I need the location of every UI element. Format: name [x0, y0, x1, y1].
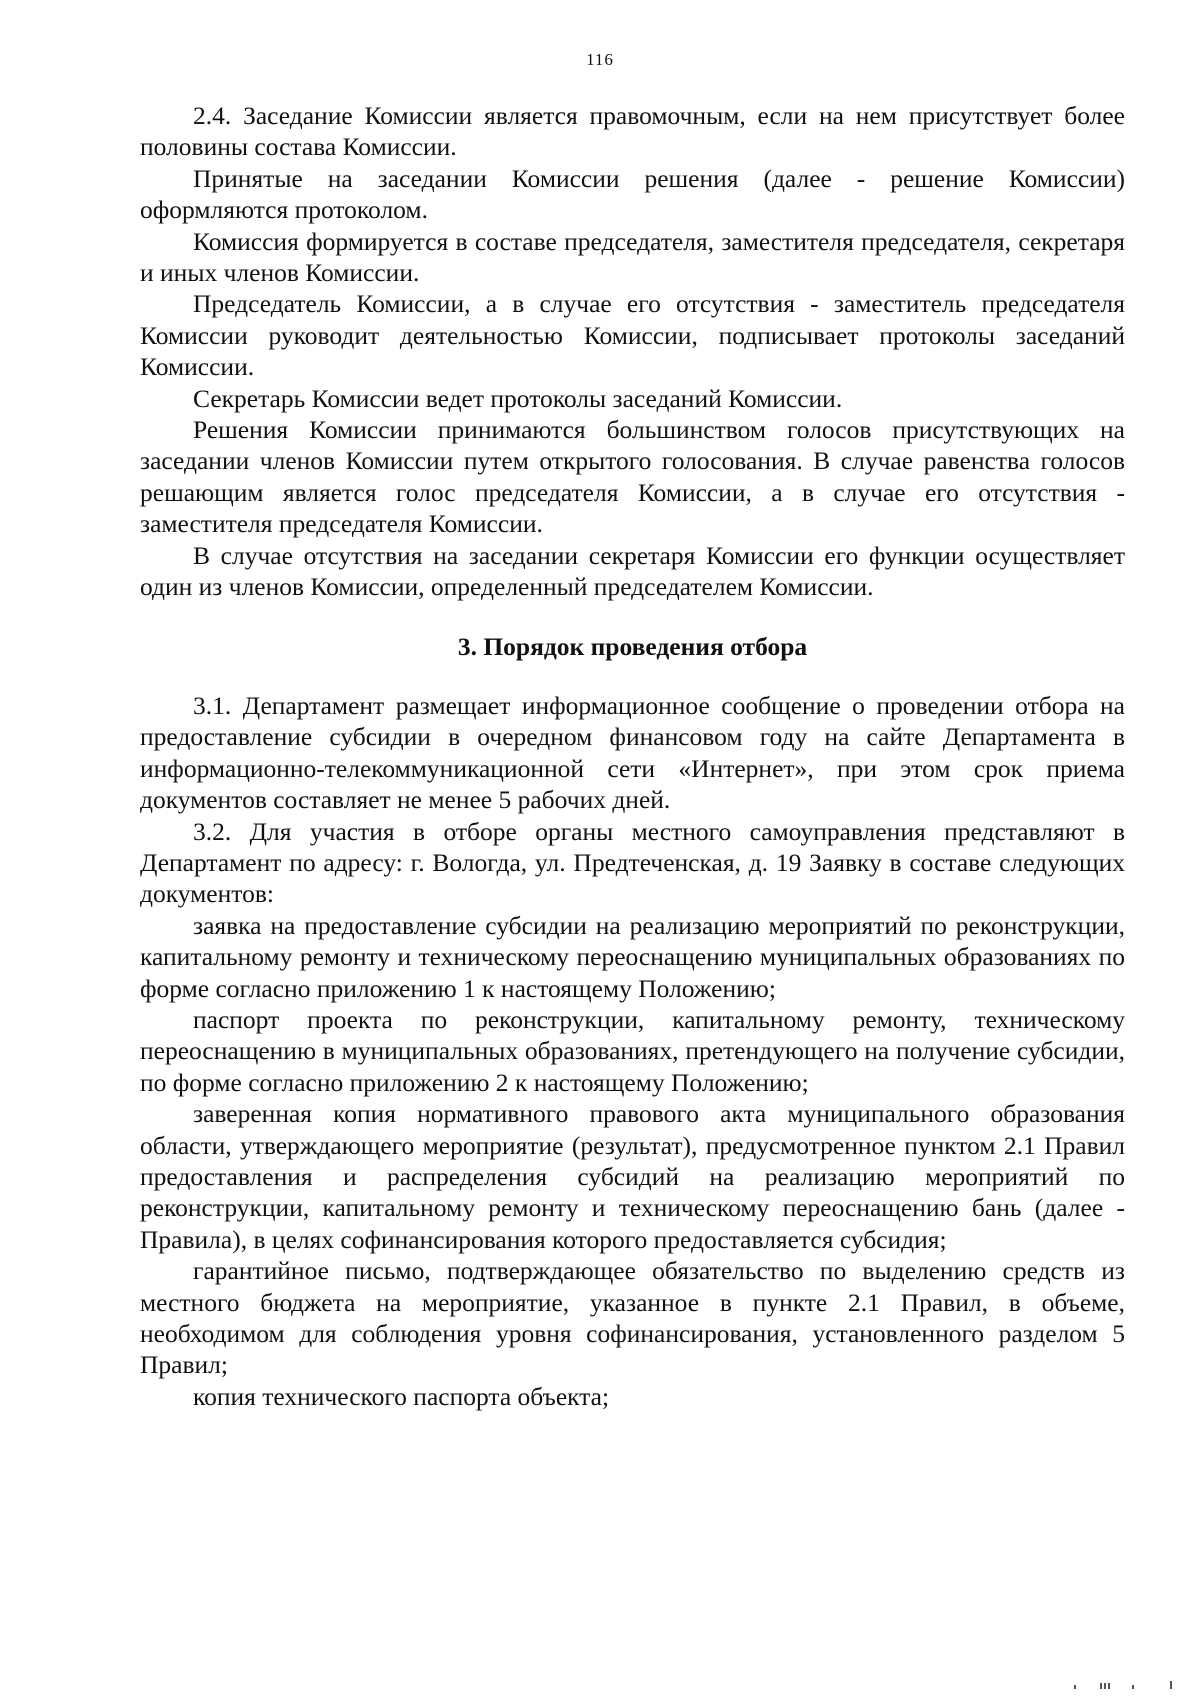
paragraph-chairman-duties: Председатель Комиссии, а в случае его отсутствия - заместитель председателя Комиссии руководит деятельностью Комиссии, подписывает протоколы заседаний Комиссии. [140, 289, 1125, 382]
page-number: 116 [586, 50, 614, 69]
list-item-technical-passport: копия технического паспорта объекта; [193, 1381, 610, 1411]
paragraph-voting-rules: Решения Комиссии принимаются большинством голосов присутствующих на заседании членов Комиссии путем открытого голосования. В случае равенства голосов решающим является голос председателя Комиссии, а в случае его отсутствия - заместителя председателя Комиссии. [140, 415, 1125, 539]
scan-artifact [1070, 1679, 1180, 1689]
paragraph-2-4: 2.4. Заседание Комиссии является правомочным, если на нем присутствует более половины состава Комиссии. [140, 101, 1125, 162]
document-body [140, 100, 1125, 1412]
list-item-project-passport: паспорт проекта по реконструкции, капитальному ремонту, техническому переоснащению в муниципальных образованиях, претендующего на получение субсидии, по форме согласно приложению 2 к настоящему Положению; [140, 1004, 1125, 1097]
paragraph-3-2: 3.2. Для участия в отборе органы местного самоуправления представляют в Департамент по адресу: г. Вологда, ул. Предтеченская, д. 19 Заявку в составе следующих документов: [140, 816, 1125, 909]
list-item-legal-act-copy: заверенная копия нормативного правового акта муниципального образования области, утверждающего мероприятие (результат), предусмотренное пунктом 2.1 Правил предоставления и распределения субсидий на реализацию мероприятий по реконструкции, капитальному ремонту и техническому переоснащению бань (далее - Правила), в целях софинансирования которого предоставляется субсидия; [140, 1099, 1125, 1254]
paragraph-secretary-duties: Секретарь Комиссии ведет протоколы заседаний Комиссии. [193, 383, 843, 413]
paragraph-3-1: 3.1. Департамент размещает информационное сообщение о проведении отбора на предоставление субсидии в очередном финансовом году на сайте Департамента в информационно-телекоммуникационной сети «Интернет», при этом срок приема документов составляет не менее 5 рабочих дней. [140, 690, 1125, 815]
section-heading: 3. Порядок проведения отбора [457, 631, 808, 661]
paragraph-secretary-absence: В случае отсутствия на заседании секретаря Комиссии его функции осуществляет один из членов Комиссии, определенный председателем Комиссии. [140, 540, 1125, 602]
list-item-guarantee-letter: гарантийное письмо, подтверждающее обязательство по выделению средств из местного бюджета на мероприятие, указанное в пункте 2.1 Правил, в объеме, необходимом для соблюдения уровня софинансирования, установленного разделом 5 Правил; [140, 1256, 1125, 1380]
list-item-application: заявка на предоставление субсидии на реализацию мероприятий по реконструкции, капитальному ремонту и техническому переоснащению муниципальных образованиях по форме согласно приложению 1 к настоящему Положению; [140, 910, 1125, 1003]
paragraph-decisions-protocol: Принятые на заседании Комиссии решения (далее - решение Комиссии) оформляются протоколом. [140, 163, 1125, 225]
paragraph-commission-composition: Комиссия формируется в составе председателя, заместителя председателя, секретаря и иных членов Комиссии. [140, 226, 1125, 288]
